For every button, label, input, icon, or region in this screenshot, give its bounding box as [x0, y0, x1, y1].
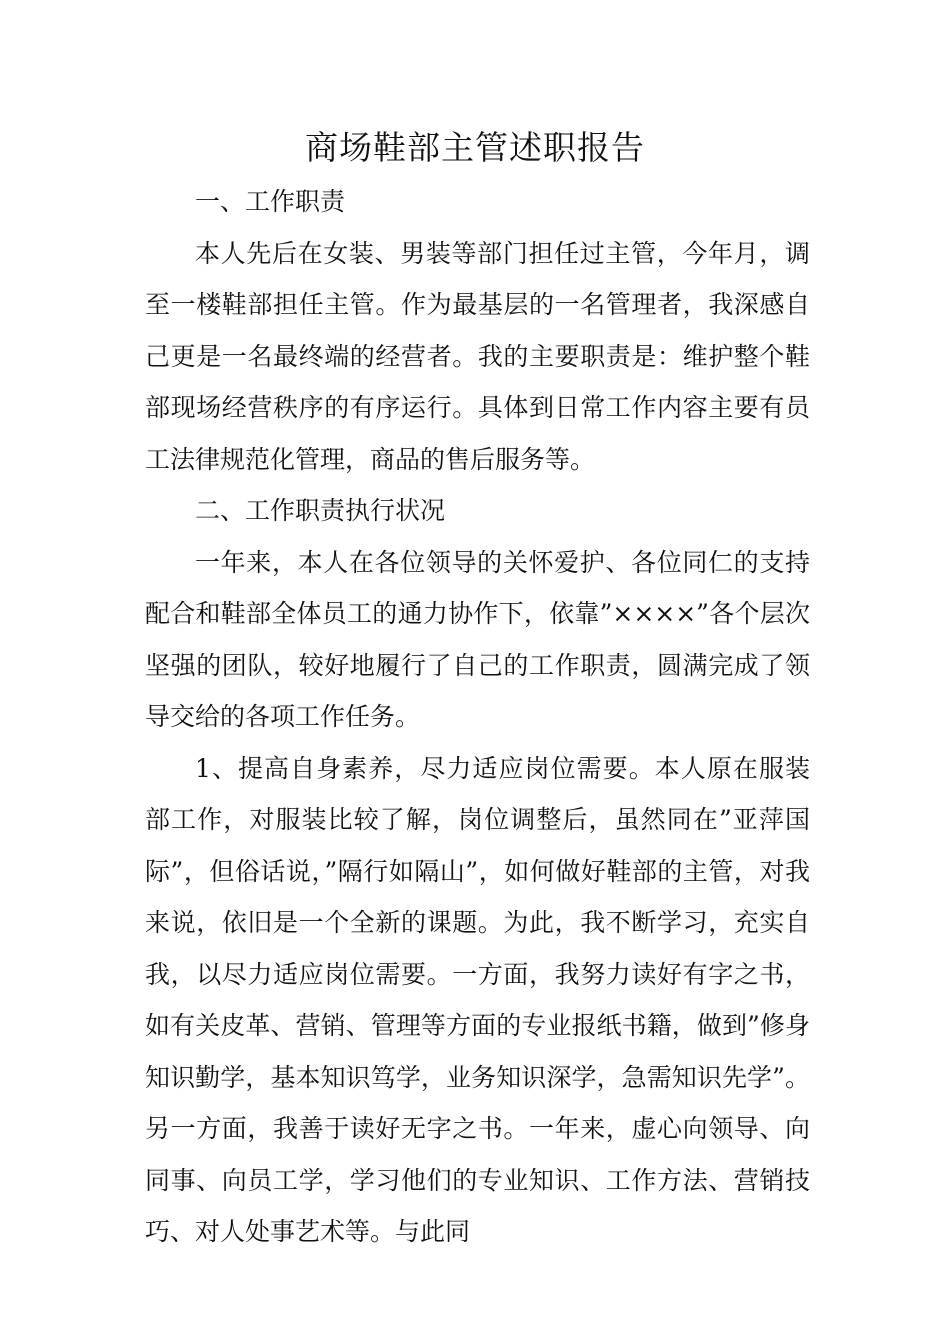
section-heading-2: 二、工作职责执行状况: [195, 496, 446, 525]
paragraph-2: 一年来，本人在各位领导的关怀爱护、各位同仁的支持配合和鞋部全体员工的通力协作下，依靠”××××”各个层次坚强的团队，较好地履行了自己的工作职责，圆满完成了领导交给的各项工作任务。: [145, 547, 810, 731]
paragraph-1: 本人先后在女装、男装等部门担任过主管，今年月，调至一楼鞋部担任主管。作为最基层的一名管理者，我深感自己更是一名最终端的经营者。我的主要职责是：维护整个鞋部现场经营秩序的有序运行。具体到日常工作内容主要有员工法律规范化管理，商品的售后服务等。: [145, 238, 810, 474]
paragraph-3: 1、提高自身素养，尽力适应岗位需要。本人原在服装部工作，对服装比较了解，岗位调整后，虽然同在”亚萍国际”，但俗话说，”隔行如隔山”，如何做好鞋部的主管，对我来说，依旧是一个全新的课题。为此，我不断学习，充实自我，以尽力适应岗位需要。一方面，我努力读好有字之书，如有关皮革、营销、管理等方面的专业报纸书籍，做到”修身知识勤学，基本知识笃学，业务知识深学，急需知识先学”。另一方面，我善于读好无字之书。一年来，虚心向领导、向同事、向员工学，学习他们的专业知识、工作方法、营销技巧、对人处事艺术等。与此同: [145, 753, 810, 1246]
document-title: 商场鞋部主管述职报告: [305, 128, 645, 167]
document-body: [145, 176, 810, 1258]
section-heading-1: 一、工作职责: [195, 187, 346, 216]
